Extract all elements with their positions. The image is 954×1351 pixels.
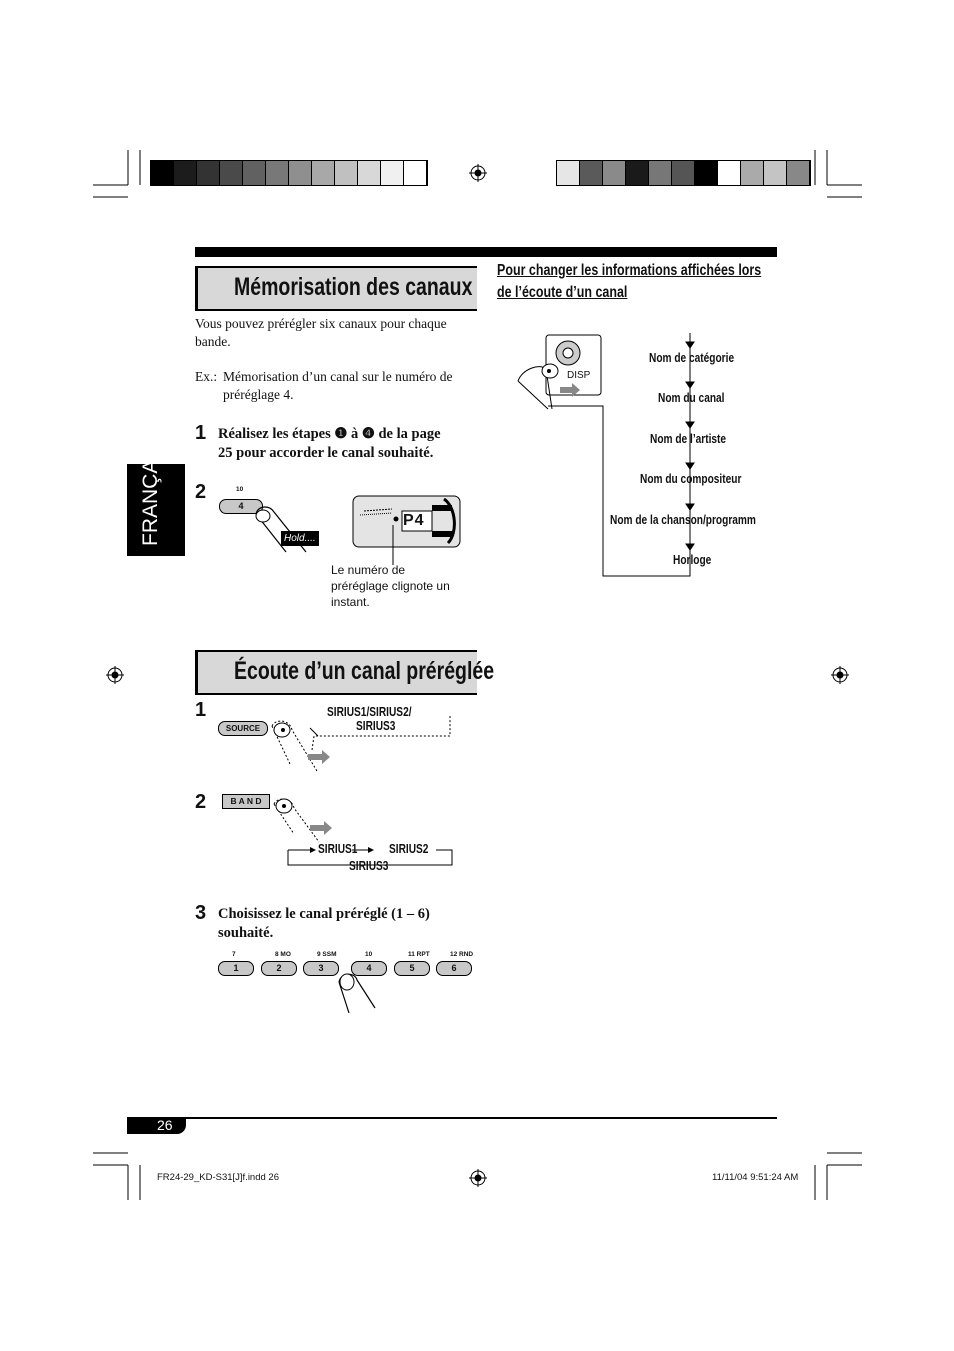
example-line1: Mémorisation d’un canal sur le numéro de: [223, 369, 453, 384]
disp-button-label[interactable]: DISP: [567, 370, 591, 381]
footer-file: FR24-29_KD-S31[J]f.indd 26: [157, 1172, 279, 1183]
source-button[interactable]: SOURCE: [218, 721, 268, 736]
flow-item: Nom du canal: [658, 390, 725, 405]
source-result-line: SIRIUS1/SIRIUS2/: [327, 704, 412, 719]
flow-item: Nom de catégorie: [649, 350, 735, 365]
color-swatch: [649, 161, 672, 185]
step-number: 2: [195, 791, 207, 813]
step-number: 1: [195, 699, 207, 721]
preset-button-4[interactable]: 4: [219, 499, 263, 514]
right-title-line: de l’écoute d’un canal: [497, 284, 628, 301]
preset-button-3[interactable]: 3: [303, 961, 339, 976]
band-cycle-item: SIRIUS3: [349, 858, 389, 873]
step-number: 1: [195, 422, 207, 444]
flow-arrows: [540, 333, 700, 583]
color-swatch: [197, 161, 220, 185]
color-swatch: [289, 161, 312, 185]
step-text: Choisissez le canal préréglé (1 – 6): [218, 906, 430, 922]
grayscale-bar-right: [556, 160, 811, 186]
color-swatch: [672, 161, 695, 185]
page-number: 26: [157, 1117, 173, 1133]
section-heading-ecoute: [195, 650, 495, 695]
color-swatch: [266, 161, 289, 185]
footer-timestamp: 11/11/04 9:51:24 AM: [712, 1172, 799, 1183]
color-swatch: [580, 161, 603, 185]
color-swatch: [151, 161, 174, 185]
display-preset-text: P4: [403, 512, 425, 529]
preset-button-6[interactable]: 6: [436, 961, 472, 976]
caption-line: instant.: [331, 595, 370, 609]
step-text: Réalisez les étapes ❶ à ❹ de la page: [218, 426, 441, 442]
finger-icon: [335, 968, 385, 1018]
flow-item: Horloge: [673, 552, 712, 567]
color-swatch: [381, 161, 404, 185]
source-result-line: SIRIUS3: [356, 718, 396, 733]
top-rule: [195, 247, 777, 257]
color-swatch: [220, 161, 243, 185]
color-swatch: [603, 161, 626, 185]
hold-label: Hold....: [281, 531, 319, 546]
preset-button-top-label: 10: [365, 951, 373, 958]
caption-line: préréglage clignote un: [331, 579, 450, 593]
registration-mark-icon: [831, 666, 849, 684]
preset-button-top-label: 7: [232, 951, 236, 958]
flow-item: Nom de la chanson/programm: [610, 512, 756, 527]
preset-button-top-label: 9 SSM: [317, 951, 337, 958]
color-swatch: [718, 161, 741, 185]
color-swatch: [787, 161, 810, 185]
preset-button-1[interactable]: 1: [218, 961, 254, 976]
preset-button-top-label: 11 RPT: [408, 951, 430, 958]
color-swatch: [764, 161, 787, 185]
step-text: 25 pour accorder le canal souhaité.: [218, 445, 434, 461]
color-swatch: [695, 161, 718, 185]
band-cycle-item: SIRIUS1: [318, 841, 358, 856]
registration-mark-icon: [106, 666, 124, 684]
grayscale-bar-left: [150, 160, 428, 186]
color-swatch: [174, 161, 197, 185]
step-text: souhaité.: [218, 925, 274, 941]
color-swatch: [741, 161, 764, 185]
bottom-rule: [127, 1117, 777, 1119]
color-swatch: [358, 161, 381, 185]
band-button[interactable]: B A N D: [222, 794, 270, 809]
flow-item: Nom du compositeur: [640, 471, 742, 486]
preset-button-2[interactable]: 2: [261, 961, 297, 976]
intro-text: Vous pouvez prérégler six canaux pour chaque bande.: [195, 316, 447, 349]
right-title-line: Pour changer les informations affichées lors: [497, 262, 762, 279]
preset-button-4[interactable]: 4: [351, 961, 387, 976]
section-title: Écoute d’un canal préréglée: [234, 657, 495, 685]
language-tab-label: FRANÇAIS: [139, 439, 162, 546]
color-swatch: [243, 161, 266, 185]
color-swatch: [335, 161, 358, 185]
color-swatch: [312, 161, 335, 185]
registration-mark-icon: [469, 164, 487, 182]
color-swatch: [404, 161, 427, 185]
color-swatch: [626, 161, 649, 185]
example-line2: préréglage 4.: [223, 387, 294, 402]
preset-button-5[interactable]: 5: [394, 961, 430, 976]
caption-line: Le numéro de: [331, 563, 406, 577]
step-number: 3: [195, 902, 207, 924]
section-title: Mémorisation des canaux: [234, 273, 473, 301]
button-top-label: 10: [236, 486, 244, 493]
preset-button-top-label: 8 MO: [275, 951, 291, 958]
registration-mark-icon: [469, 1169, 487, 1187]
leader-line: [388, 525, 398, 565]
step-number: 2: [195, 481, 207, 503]
section-heading-memorisation: [195, 266, 477, 311]
language-tab: [127, 439, 185, 556]
preset-button-top-label: 12 RND: [450, 951, 474, 958]
finger-icon: [248, 500, 318, 555]
band-cycle-item: SIRIUS2: [389, 841, 429, 856]
flow-item: Nom de l’artiste: [650, 431, 727, 446]
color-swatch: [557, 161, 580, 185]
example-prefix: Ex.:: [195, 369, 218, 384]
